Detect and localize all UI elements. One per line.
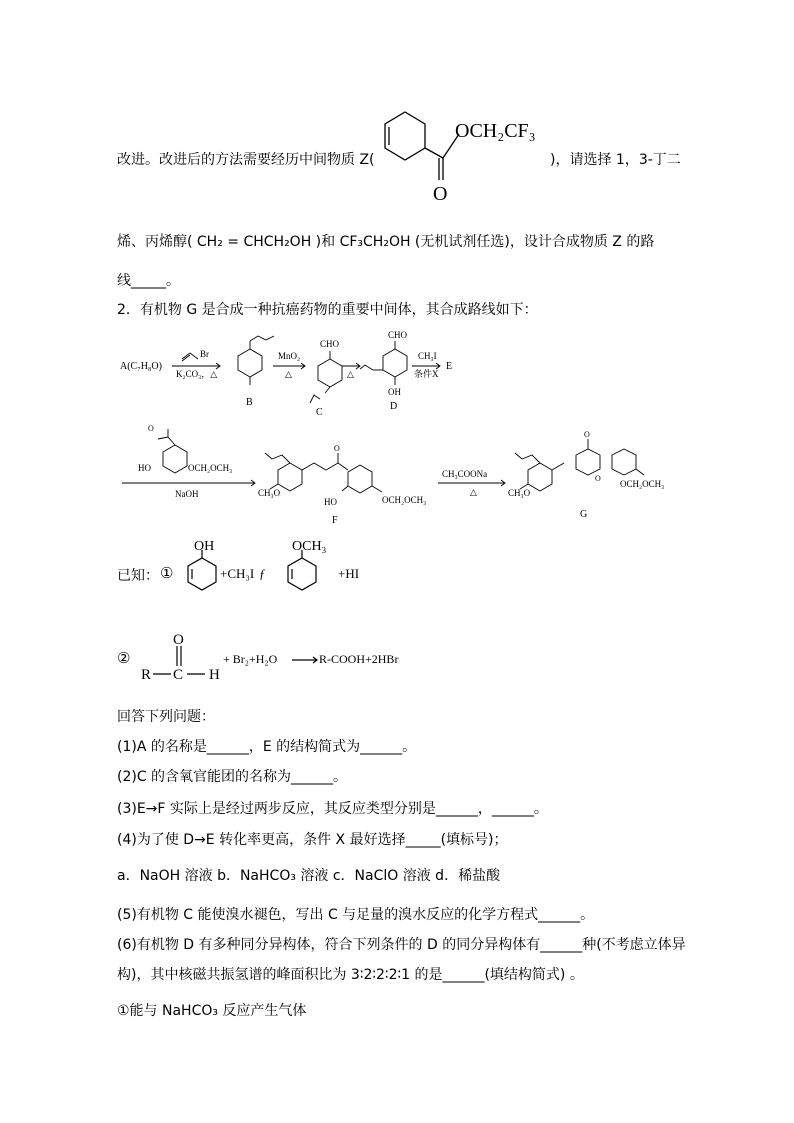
scheme-row1 [120, 325, 480, 420]
reagent-cd: △ [347, 369, 354, 379]
g-ring-o: O [595, 474, 601, 483]
reagent-ef: NaOH [175, 489, 199, 499]
question-6-cont: 构)，其中核磁共振氢谱的峰面积比为 3∶2∶2∶2∶1 的是______(填结构简式) 。 [117, 967, 584, 983]
g-keto-o: O [584, 430, 590, 439]
compound-e: E [446, 361, 453, 372]
reagent-o-keto: O [148, 425, 154, 433]
known2-num: ② [117, 651, 131, 667]
reagent-ho: HO [138, 463, 151, 473]
known2-product: R-COOH+2HBr [319, 652, 399, 666]
compound-f-label: F [332, 515, 338, 525]
reagent-bc-bottom: △ [285, 369, 292, 379]
question-4-options: a．NaOH 溶液 b．NaHCO₃ 溶液 c．NaClO 溶液 d．稀盐酸 [117, 868, 501, 884]
intro-line2: 烯、丙烯醇( CH₂ = CHCH₂OH )和 CF₃CH₂OH (无机试剂任选)，设计合成物质 Z 的路 [117, 234, 655, 250]
reagent-bc-top: MnO₂ [278, 351, 301, 361]
question-6: (6)有机物 D 有多种同分异构体，符合下列条件的 D 的同分异构体有______种(不考虑立体异 [117, 937, 686, 953]
known2-reagents: + Br₂+H₂O [223, 652, 278, 666]
reagent-de-bottom: 条件X [414, 369, 439, 379]
compound-b-label: B [246, 397, 253, 408]
question-4: (4)为了使 D→E 转化率更高，条件 X 最好选择_____(填标号)； [117, 832, 508, 848]
known1-oh: OH [194, 539, 215, 554]
intro-line3: 线_____。 [117, 273, 180, 289]
f-och2och3: OCH₂OCH₃ [382, 495, 427, 505]
known1-num: ① [160, 566, 174, 582]
known1-hi: +HI [338, 566, 360, 581]
question-1: (1)A 的名称是______，E 的结构简式为______。 [117, 739, 417, 755]
known2-o: O [173, 632, 184, 648]
structure-z [375, 100, 555, 210]
known2-h: H [209, 667, 220, 683]
compound-g-label: G [580, 509, 588, 520]
reagent-fg-top: CH₃COONa [442, 469, 488, 479]
q2-title: 2．有机物 G 是合成一种抗癌药物的重要中间体，其合成路线如下： [117, 302, 538, 318]
compound-d-label: D [390, 401, 398, 412]
f-ch3o: CH₃O [258, 488, 281, 498]
reagent-de-top: CH₃I [418, 351, 437, 361]
question-3: (3)E→F 实际上是经过两步反应，其反应类型分别是______，______。 [117, 801, 548, 817]
known1-och3: OCH₃ [292, 539, 327, 554]
f-ho: HO [324, 497, 337, 507]
g-ch3o: CH₃O [508, 488, 531, 498]
question-2: (2)C 的含氧官能团的名称为______。 [117, 769, 348, 785]
f-keto-o: O [334, 444, 340, 453]
reagent-fg-bottom: △ [470, 487, 477, 497]
known2-r: R [141, 667, 152, 683]
reagent-och2och3: OCH₂OCH₃ [188, 463, 233, 473]
d-cho: CHO [388, 330, 408, 340]
reagent-ab-bottom: K₂CO₃，△ [176, 369, 218, 379]
intro-line1-before: 改进。改进后的方法需要经历中间物质 Z( [117, 152, 375, 168]
known-reaction-2 [117, 628, 437, 688]
question-5: (5)有机物 C 能使溴水褪色，写出 C 与足量的溴水反应的化学方程式______。 [117, 907, 595, 923]
z-ester-group: OCH₂CF₃ [455, 120, 536, 142]
condition-1: ①能与 NaHCO₃ 反应产生气体 [117, 1003, 307, 1019]
compound-c-label: C [316, 407, 323, 418]
known1-reagent: +CH₃I [220, 566, 255, 581]
z-carbonyl-oxygen: O [433, 183, 448, 205]
answer-prompt: 回答下列问题： [117, 709, 215, 725]
reagent-ab-top: Br [200, 349, 209, 359]
known1-arrow-glyph: ƒ [259, 566, 266, 581]
g-och2och3: OCH₂OCH₃ [620, 479, 665, 489]
known2-c: C [173, 667, 184, 683]
known-reaction-1 [160, 538, 400, 608]
d-oh: OH [388, 387, 401, 397]
c-cho: CHO [320, 339, 340, 349]
compound-a: A(C₇H₈O) [120, 361, 162, 372]
scheme-row2 [120, 425, 680, 525]
known-label: 已知： [117, 568, 159, 584]
intro-line1-after: )，请选择 1，3-丁二 [550, 152, 681, 168]
